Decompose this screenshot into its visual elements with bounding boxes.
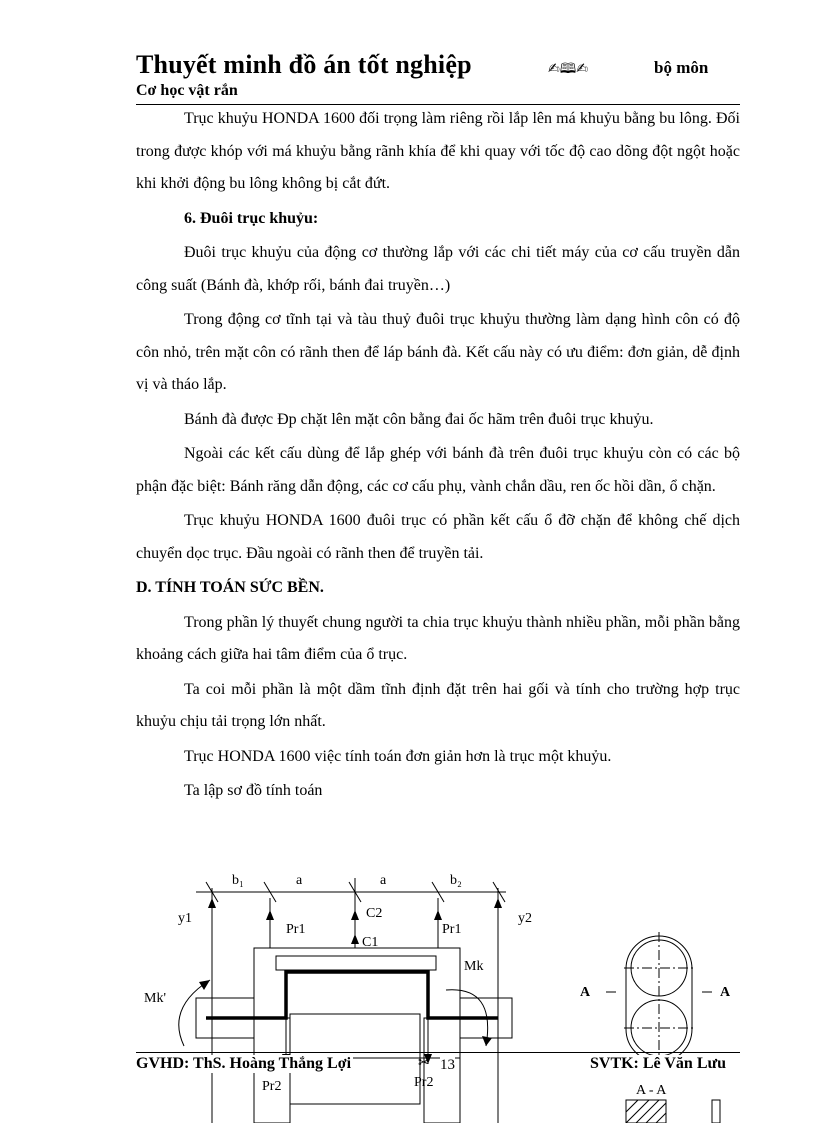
paragraph: Ngoài các kết cấu dùng để lắp ghép với bánh đà trên đuôi trục khuỷu còn có các bộ phận đặc biệt: Bánh răng dẫn động, các cơ cấu phụ, vành chắn dầu, ren ốc hồi dần, ổ chặn. xyxy=(136,445,740,495)
label-pr2-right: Pr2 xyxy=(414,1075,434,1090)
label-a-left: a xyxy=(296,873,303,888)
header-ornament-icon: ✍🕮✍ xyxy=(548,61,588,77)
label-section-a-a: A - A xyxy=(636,1083,667,1098)
label-y2: y2 xyxy=(518,911,532,926)
student-label: SVTK: Lê Văn Lưu xyxy=(589,1055,726,1072)
label-pr2-left: Pr2 xyxy=(262,1079,282,1094)
paragraph: Ta coi mỗi phần là một dầm tĩnh định đặt trên hai gối và tính cho trường hợp trục khuỷu chịu tải trọng lớn nhất. xyxy=(136,680,740,730)
label-section-a-left: A xyxy=(580,985,591,1000)
label-mk-prime: Mk' xyxy=(144,991,166,1006)
crankshaft-calculation-diagram xyxy=(136,868,740,1123)
department-label: bộ môn xyxy=(654,58,709,77)
label-b1: b₁ xyxy=(232,873,244,888)
page-number: 13 xyxy=(440,1057,455,1073)
label-section-a-right: A xyxy=(720,985,731,1000)
paragraph: Đuôi trục khuỷu của động cơ thường lắp với các chi tiết máy của cơ cấu truyền dẫn công suất (Bánh đà, khớp rối, bánh đai truyền…) xyxy=(136,244,740,294)
section-heading: D. TÍNH TOÁN SỨC BỀN. xyxy=(136,579,324,596)
footer-divider xyxy=(136,1052,740,1053)
subsection-heading: 6. Đuôi trục khuỷu: xyxy=(184,209,319,227)
scissors-icon: ✂ xyxy=(418,1055,430,1071)
label-pr1-right: Pr1 xyxy=(442,922,462,937)
label-mk: Mk xyxy=(464,959,484,974)
label-c1: C1 xyxy=(362,935,379,950)
label-b2: b₂ xyxy=(450,873,462,888)
label-pr1-left: Pr1 xyxy=(286,922,306,937)
page-header xyxy=(136,50,740,105)
document-body xyxy=(136,103,740,810)
subject-subtitle: Cơ học vật rắn xyxy=(136,82,238,99)
paragraph: Ta lập sơ đồ tính toán xyxy=(184,782,323,799)
label-y1: y1 xyxy=(178,911,192,926)
paragraph: Trục khuỷu HONDA 1600 đối trọng làm riêng rồi lắp lên má khuỷu bằng bu lông. Đối trong được khóp với má khuỷu bằng rãnh khía để khi quay với tốc độ cao dõng đột ngột hoặc khi khởi động bu lông không bị cắt đứt. xyxy=(136,110,740,192)
paragraph: Trong động cơ tĩnh tại và tàu thuỷ đuôi trục khuỷu thường làm dạng hình côn có độ côn nhỏ, trên mặt côn có rãnh then để láp bánh đà. Kết cấu này có ưu điểm: đơn giản, dễ định vị và tháo lắp. xyxy=(136,311,740,393)
paragraph: Trong phần lý thuyết chung người ta chia trục khuỷu thành nhiều phần, mỗi phần bằng khoảng cách giữa hai tâm điểm của ổ trục. xyxy=(136,613,740,663)
paragraph: Bánh đà được Đp chặt lên mặt côn bằng đai ốc hãm trên đuôi trục khuỷu. xyxy=(184,410,654,428)
label-c2: C2 xyxy=(366,906,383,921)
paragraph: Trục HONDA 1600 việc tính toán đơn giản hơn là trục một khuỷu. xyxy=(184,747,612,765)
paragraph: Trục khuỷu HONDA 1600 đuôi trục có phần kết cấu ổ đỡ chặn để không chế dịch chuyển dọc trục. Đầu ngoài có rãnh then để truyền tải. xyxy=(136,512,740,562)
document-title: Thuyết minh đồ án tốt nghiệp xyxy=(136,50,472,79)
supervisor-label: GVHD: ThS. Hoàng Thắng Lợi xyxy=(136,1055,352,1072)
label-a-right: a xyxy=(380,873,387,888)
page-footer xyxy=(136,1055,740,1079)
